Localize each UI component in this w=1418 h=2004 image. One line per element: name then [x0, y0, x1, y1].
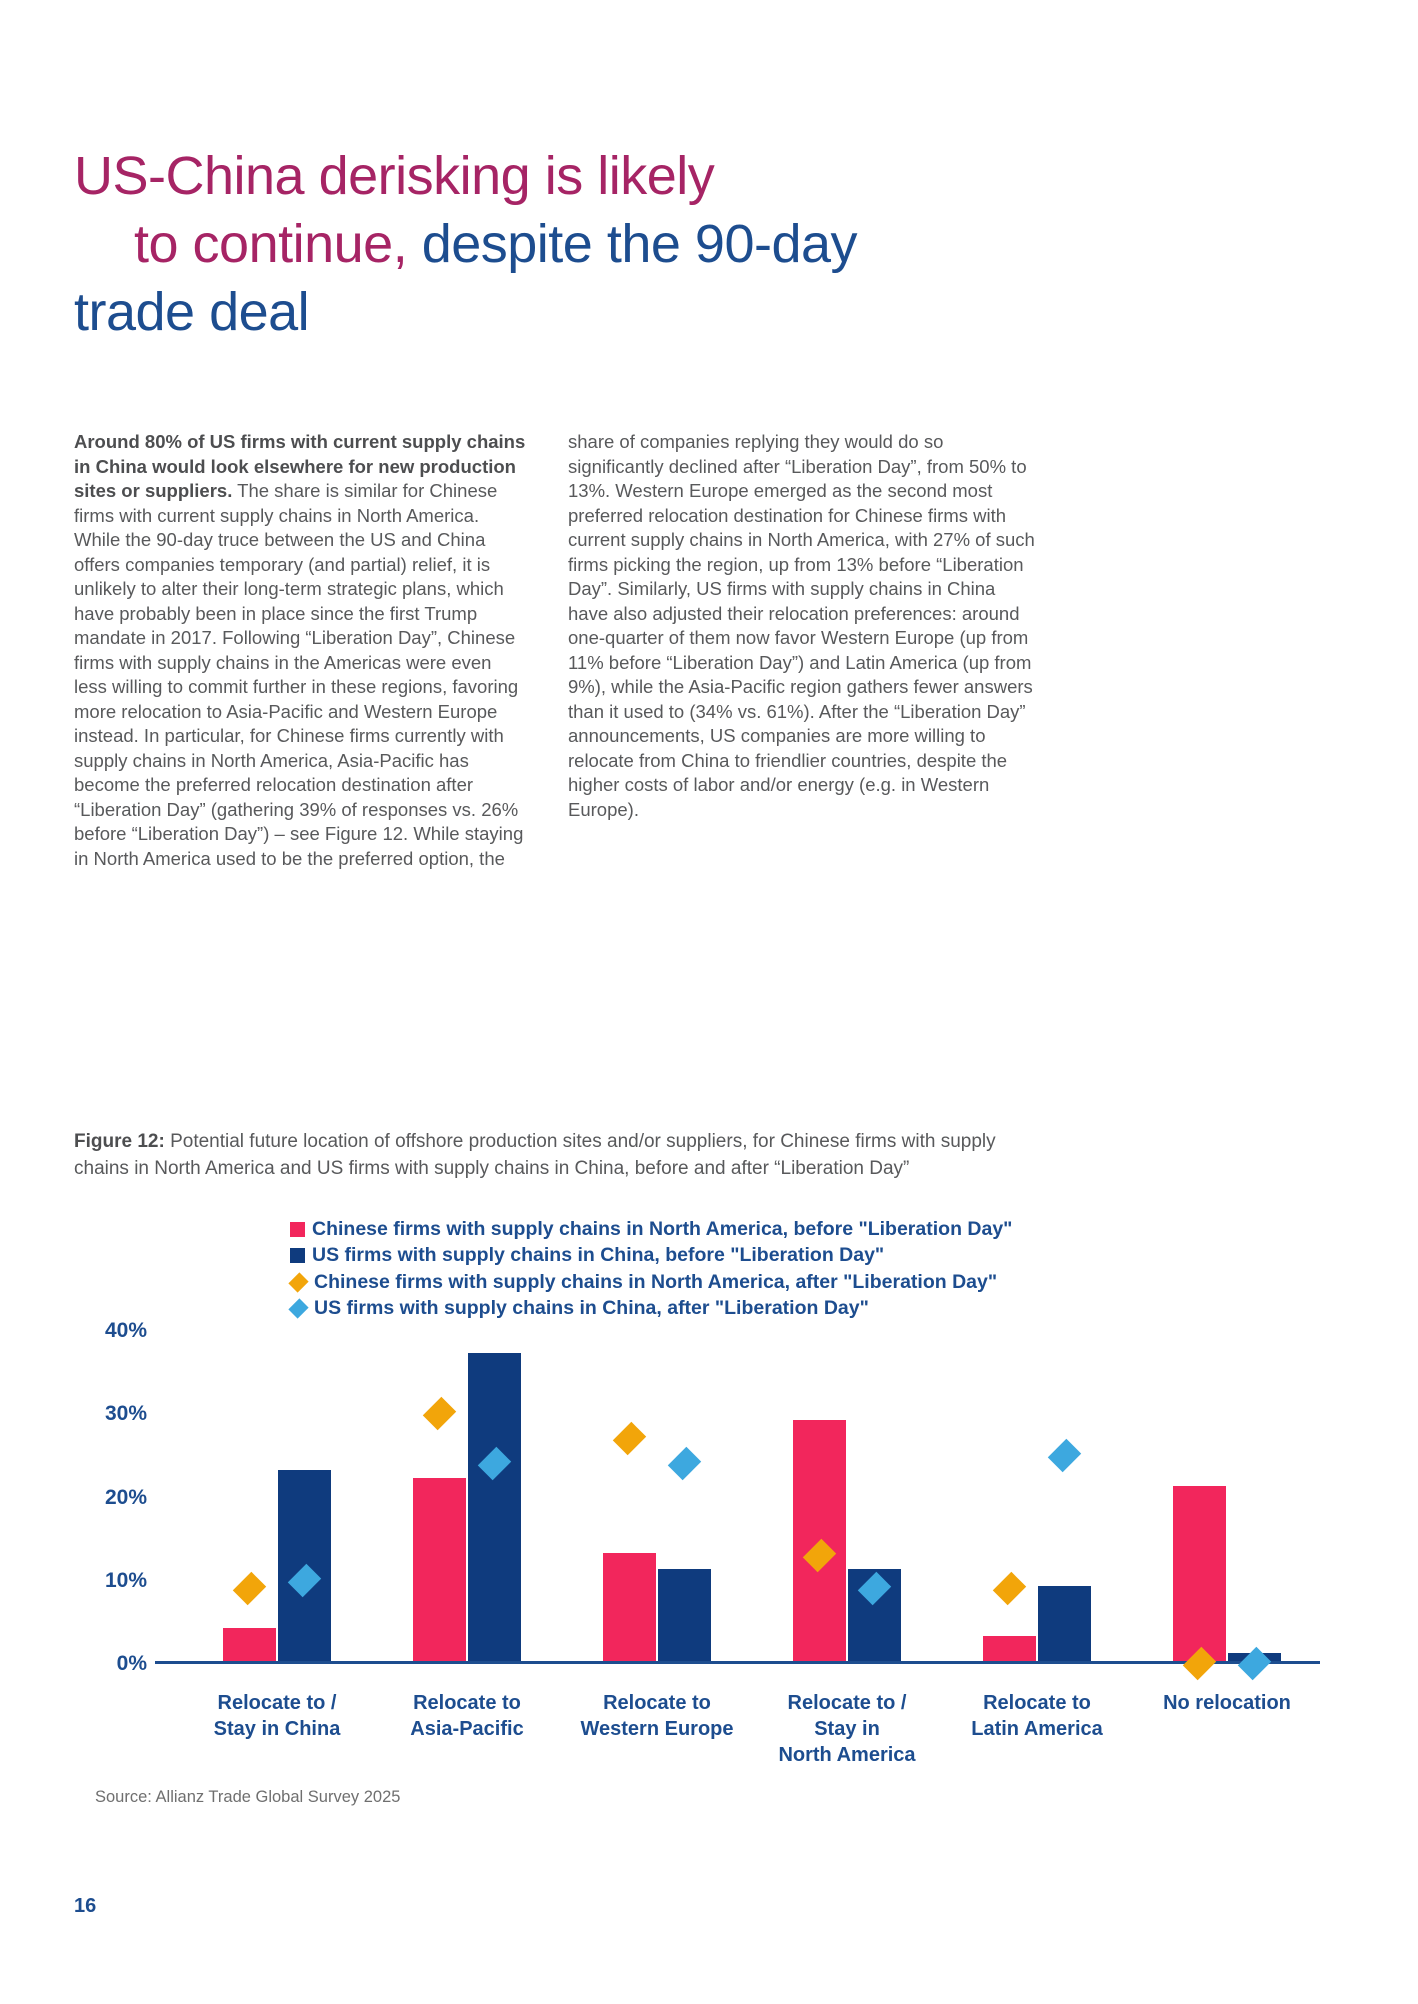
diamond-marker	[668, 1447, 701, 1480]
body-left-text: The share is similar for Chinese firms with current supply chains in North America. While the 90-day truce between the US and China offers companies temporary (and partial) relief, it is unlikely to alter their long-term strategic plans, which have probably been in place since the first Trump mandate in 2017. Following “Liberation Day”, Chinese firms with supply chains in the Americas were even less willing to commit further in these regions, favoring more relocation to Asia-Pacific and Western Europe instead. In particular, for Chinese firms currently with supply chains in North America, Asia-Pacific has become the preferred relocation destination after “Liberation Day” (gathering 39% of responses vs. 26% before “Liberation Day”) – see Figure 12. While staying in North America used to be the preferred option, the	[74, 480, 524, 869]
page-number: 16	[74, 1895, 97, 1917]
body-column-right: share of companies replying they would do so significantly declined after “Liberation Day”, from 50% to 13%. Western Europe emerged as the second most preferred relocation destination for Chinese firms with current supply chains in North America, with 27% of such firms picking the region, up from 13% before “Liberation Day”. Similarly, US firms with supply chains in China have also adjusted their relocation preferences: around one-quarter of them now favor Western Europe (up from 11% before “Liberation Day”) and Latin America (up from 9%), while the Asia-Pacific region gathers fewer answers than it used to (34% vs. 61%). After the “Liberation Day” announcements, US companies are more willing to relocate from China to friendlier countries, despite the higher costs of labor and/or energy (e.g. in Western Europe).	[568, 431, 1035, 820]
chart-group	[223, 1328, 331, 1661]
diamond-marker	[1048, 1439, 1081, 1472]
bar	[658, 1569, 711, 1661]
legend-diamond-icon	[288, 1299, 308, 1319]
diamond-marker	[233, 1572, 266, 1605]
bar	[1173, 1486, 1226, 1661]
x-axis-category-line: Relocate to	[413, 1692, 521, 1714]
x-axis	[155, 1690, 1320, 1800]
chart-group	[1173, 1328, 1281, 1661]
bar	[603, 1553, 656, 1661]
chart-group	[413, 1328, 521, 1661]
y-axis-tick-label: 0%	[116, 1652, 147, 1675]
chart-group	[603, 1328, 711, 1661]
y-axis-tick-label: 30%	[104, 1402, 147, 1426]
plot-area	[155, 1331, 1320, 1664]
x-axis-category-line: Western Europe	[580, 1718, 734, 1740]
x-axis-category-line: Asia-Pacific	[410, 1718, 524, 1740]
x-axis-category-label	[1112, 1690, 1342, 1716]
bar	[983, 1636, 1036, 1661]
bar	[223, 1628, 276, 1661]
source-note: Source: Allianz Trade Global Survey 2025	[95, 1788, 401, 1806]
body-left-bold-intro: Around 80% of US firms with current supply chains in China would look elsewhere for new production sites or suppliers.	[74, 431, 526, 501]
bar	[468, 1353, 521, 1661]
title-line-2-accent: to continue,	[134, 214, 408, 274]
x-axis-category-line: Relocate to	[983, 1692, 1091, 1714]
legend-item	[290, 1269, 1012, 1296]
title-line-1: US-China derisking is likely	[74, 146, 715, 206]
x-axis-category-line: Stay in	[814, 1718, 880, 1740]
figure-caption-label: Figure 12:	[74, 1131, 165, 1152]
legend-item	[290, 1243, 1012, 1270]
legend-square-icon	[290, 1248, 305, 1263]
page-title	[74, 142, 857, 346]
x-axis-category-line: Relocate to /	[217, 1692, 337, 1714]
figure-caption	[74, 1128, 1039, 1182]
body-column-left	[74, 430, 529, 871]
legend-item	[290, 1216, 1012, 1243]
legend-label: Chinese firms with supply chains in North America, before "Liberation Day"	[312, 1217, 1013, 1240]
figure-caption-text: Potential future location of offshore production sites and/or suppliers, for Chinese firms with supply chains in North America and US firms with supply chains in China, before and after “Liberation Day”	[74, 1131, 996, 1179]
y-axis-tick-label: 10%	[104, 1568, 147, 1592]
diamond-marker	[423, 1397, 456, 1430]
bar	[413, 1478, 466, 1661]
legend-square-icon	[290, 1222, 305, 1237]
x-axis-category-line: No relocation	[1163, 1692, 1291, 1714]
diamond-marker	[613, 1422, 646, 1455]
bar	[1038, 1586, 1091, 1661]
legend-label: Chinese firms with supply chains in North America, after "Liberation Day"	[314, 1270, 998, 1293]
chart-group	[793, 1328, 901, 1661]
legend-label: US firms with supply chains in China, before "Liberation Day"	[312, 1244, 885, 1267]
x-axis-category-line: Latin America	[971, 1718, 1103, 1740]
x-axis-category-line: Relocate to	[603, 1692, 711, 1714]
chart-group	[983, 1328, 1091, 1661]
title-line-2	[74, 210, 857, 278]
diamond-marker	[993, 1572, 1026, 1605]
title-line-3: trade deal	[74, 282, 310, 342]
y-axis	[55, 1319, 147, 1675]
y-axis-tick-label: 40%	[104, 1319, 147, 1342]
legend-label: US firms with supply chains in China, after "Liberation Day"	[314, 1297, 869, 1320]
x-axis-category-line: North America	[778, 1744, 916, 1766]
legend-item	[290, 1296, 1012, 1323]
y-axis-tick-label: 20%	[104, 1485, 147, 1509]
legend-diamond-icon	[288, 1272, 308, 1292]
chart-legend	[290, 1216, 1012, 1322]
title-line-2-rest: despite the 90-day	[407, 214, 858, 274]
x-axis-category-line: Stay in China	[213, 1718, 341, 1740]
x-axis-category-line: Relocate to /	[787, 1692, 907, 1714]
